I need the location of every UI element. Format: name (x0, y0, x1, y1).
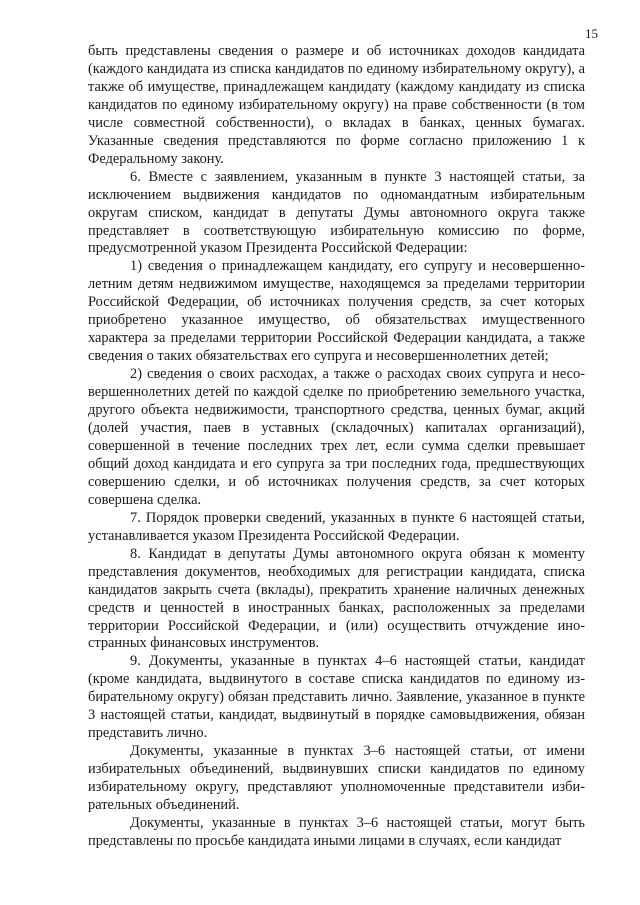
paragraph-item-9-part-3: Документы, указанные в пунктах 3–6 настоящей статьи, могут быть представлены по просьбе кандидата иными лицами в случаях, если кандидат (88, 814, 585, 849)
paragraph-item-9-part-2: Документы, указанные в пунктах 3–6 настоящей статьи, от имени избирательных объединений, выдвинувших списки кандидатов по единому избирательному округу, представляют уполномоченные представители избирательных объединений. (88, 743, 585, 814)
paragraph-continuation: быть представлены сведения о размере и об источниках доходов кандидата (каждого кандидата из списка кандидатов по единому избирательному округу), а также об имуществе, принадлежащем кандидату (каждому кандидату из списка кандидатов по единому избирательному округу) на праве собственности (в том числе совместной собственности), о вкладах в банках, ценных бумагах. Указанные сведения представляются по форме согласно приложению 1 к Федеральному закону. (88, 43, 585, 167)
paragraph-item-9: 9. Документы, указанные в пунктах 4–6 настоящей статьи, кандидат (кроме кандидата, выдвинутого в составе списка кандидатов по единому избирательному округу) обязан представить лично. Заявление, указанное в пункте 3 настоящей статьи, кандидат, выдвинутый в порядке самовыдвижения, обязан представить лично. (88, 653, 585, 742)
paragraph-item-8: 8. Кандидат в депутаты Думы автономного округа обязан к моменту представления документов, необходимых для регистрации кандидата, списка кандидатов закрыть счета (вклады), прекратить хранение наличных денежных средств и ценностей в иностранных банках, расположенных за пределами территории Российской Федерации, и (или) осуществить отчуждение иностранных финансовых инструментов. (88, 545, 585, 652)
document-body (88, 43, 585, 851)
paragraph-item-7: 7. Порядок проверки сведений, указанных в пункте 6 настоящей статьи, устанавливается указом Президента Российской Федерации. (88, 509, 585, 544)
page-number: 15 (585, 26, 598, 41)
paragraph-subitem-2: 2) сведения о своих расходах, а также о расходах своих супруга и несовершеннолетних детей по каждой сделке по приобретению земельного участка, другого объекта недвижимости, транспортного средства, ценных бумаг, акций (долей участия, паев в уставных (складочных) капиталах организаций), совершенной в течение последних трех лет, если сумма сделки превышает общий доход кандидата и его супруга за три последних года, предшествующих совершению сделки, и об источниках получения средств, за счет которых совершена сделка. (88, 366, 585, 508)
paragraph-item-6: 6. Вместе с заявлением, указанным в пункте 3 настоящей статьи, за исключением выдвижения кандидатов по одномандатным избирательным округам списком, кандидат в депутаты Думы автономного округа также представляет в соответствующую избирательную комиссию по форме, предусмотренной указом Президента Российской Федерации: (88, 168, 585, 257)
paragraph-subitem-1: 1) сведения о принадлежащем кандидату, его супругу и несовершеннолетним детям недвижимом имуществе, находящемся за пределами территории Российской Федерации, об источниках получения средств, за счет которых приобретено указанное имущество, об обязательствах имущественного характера за пределами территории Российской Федерации кандидата, а также сведения о таких обязательствах его супруга и несовершеннолетних детей; (88, 258, 585, 365)
